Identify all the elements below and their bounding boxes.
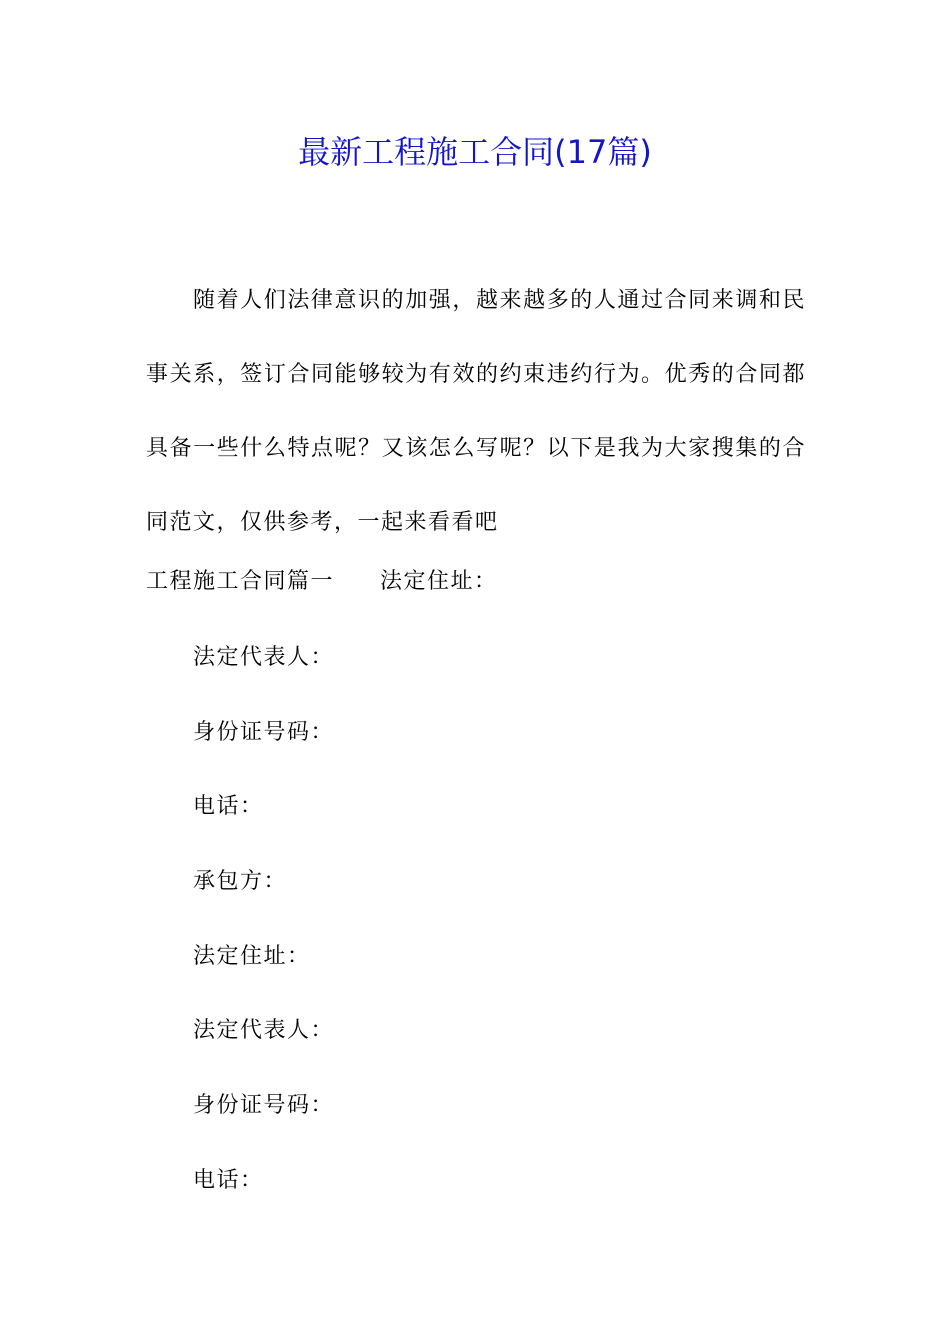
section-heading [146,562,498,602]
field-contractor: 承包方： [193,869,288,894]
section-heading-label: 工程施工合同篇一 [146,569,335,594]
field-contractor-address: 法定住址： [193,944,311,969]
field-contractor-phone: 电话： [193,1168,264,1193]
field-id-number: 身份证号码： [193,720,335,745]
field-contractor-legal-representative: 法定代表人： [193,1018,335,1043]
document-title: 最新工程施工合同(17篇) [298,133,652,171]
section-first-field: 法定住址： [380,569,498,594]
field-phone: 电话： [193,794,264,819]
intro-paragraph: 随着人们法律意识的加强，越来越多的人通过合同来调和民事关系，签订合同能够较为有效的约束违约行为。优秀的合同都具备一些什么特点呢？又该怎么写呢？以下是我为大家搜集的合同范文，仅供参考，一起来看看吧 [146,288,806,535]
field-legal-representative: 法定代表人： [193,645,335,670]
field-contractor-id-number: 身份证号码： [193,1093,335,1118]
